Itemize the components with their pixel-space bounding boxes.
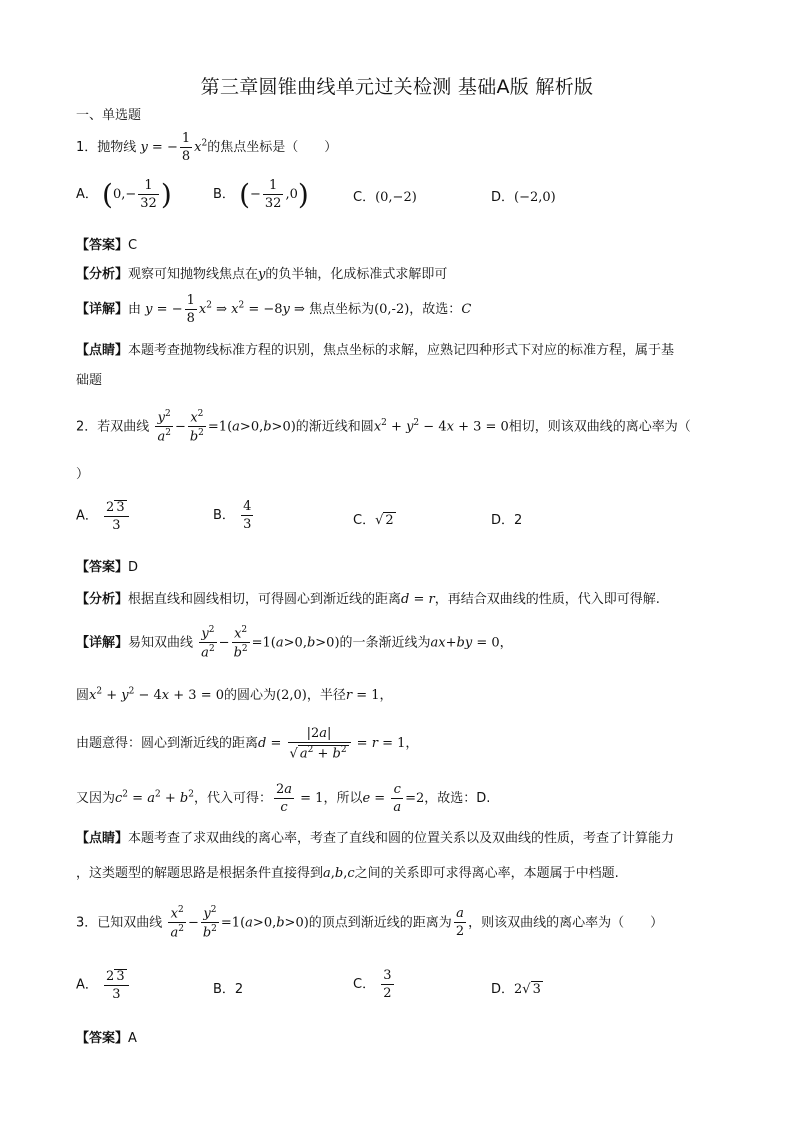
q3-stem: 3．已知双曲线 $\frac{x^2}{a^2}$ − $\frac{y^2}{b^2}$ =1(a>0,b>0)的顶点到渐近线的距离为 $\frac{a}{2}$ ，则该双曲线的离心率为（ ） [76, 905, 664, 941]
q2-answer: 【答案】D [76, 560, 139, 575]
q2-comment-line1: 【点睛】本题考查了求双曲线的离心率，考查了直线和圆的位置关系以及双曲线的性质，考查了计算能力 [76, 831, 675, 846]
q1-option-a: A． (0,− $\frac{1}{32}$ ) [76, 178, 172, 211]
q2-stem: 2．若双曲线 $\frac{y^2}{a^2}$ − $\frac{x^2}{b^2}$ =1(a>0,b>0)的渐近线和圆$x^2 + y^2 - 4x + 3 = 0$相切，则该双曲线的离心率为（ [76, 409, 691, 445]
q3-answer: 【答案】A [76, 1031, 137, 1046]
q1-analysis: 【分析】观察可知抛物线焦点在y的负半轴，化成标准式求解即可 [76, 267, 448, 282]
q2-option-c: C．√ 2 [353, 513, 394, 528]
section-heading: 一、单选题 [76, 108, 142, 123]
page-title: 第三章圆锥曲线单元过关检测 基础A版 解析版 [200, 76, 594, 98]
q2-analysis: 【分析】根据直线和圆线相切，可得圆心到渐近线的距离d = r，再结合双曲线的性质，代入即可得解. [76, 592, 660, 607]
q3-option-c: C． $\frac{3}{2}$ [353, 968, 392, 1001]
q2-option-d: D．2 [491, 513, 523, 528]
q2-detail-line3: 由题意得：圆心到渐近线的距离d = $\frac{|2a|}{√ a^2 + b^2}$ = r = 1， [76, 726, 419, 762]
q1-comment-line2: 础题 [76, 373, 103, 388]
q3-option-a: A． $\frac{2 3}{3}$ [76, 969, 131, 1001]
q2-option-a: A． $\frac{2 3}{3}$ [76, 500, 131, 532]
q1-option-c: C．(0,−2) [353, 190, 417, 205]
q2-detail-line4: 又因为$c^2 = a^2 + b^2$，代入可得： $\frac{2a}{c}$ = 1，所以e = $\frac{c}{a}$ =2，故选：D. [76, 782, 491, 815]
q1-stem: 1．抛物线 y = − $\frac{1}{8}$ $x^2$的焦点坐标是（ ） [76, 131, 338, 164]
q2-option-b: B． $\frac{4}{3}$ [213, 499, 252, 532]
q3-option-b: B．2 [213, 982, 244, 997]
q2-detail-line1: 【详解】易知双曲线 $\frac{y^2}{a^2}$ − $\frac{x^2}{b^2}$ =1(a>0,b>0)的一条渐近线为ax+by = 0， [76, 625, 513, 661]
q2-stem-line2: ） [76, 467, 90, 482]
q1-option-b: B． (− $\frac{1}{32}$ ,0) [213, 178, 309, 211]
q1-comment-line1: 【点睛】本题考查抛物线标准方程的识别，焦点坐标的求解，应熟记四种形式下对应的标准方程，属于基 [76, 343, 675, 358]
q1-detail: 【详解】由 y = − $\frac{1}{8}$ $x^2$ ⇒ $x^2 = -8y$ ⇒ 焦点坐标为(0,-2)，故选：C [76, 293, 472, 326]
q1-option-d: D．(−2,0) [491, 190, 556, 205]
q3-option-d: D．2√ 3 [491, 982, 541, 997]
q2-detail-line2: 圆$x^2 + y^2 - 4x + 3 = 0$的圆心为(2,0)，半径r = 1， [76, 686, 393, 703]
q2-comment-line2: ，这类题型的解题思路是根据条件直接得到a,b,c之间的关系即可求得离心率，本题属于中档题. [76, 866, 619, 881]
q1-answer: 【答案】C [76, 238, 138, 253]
